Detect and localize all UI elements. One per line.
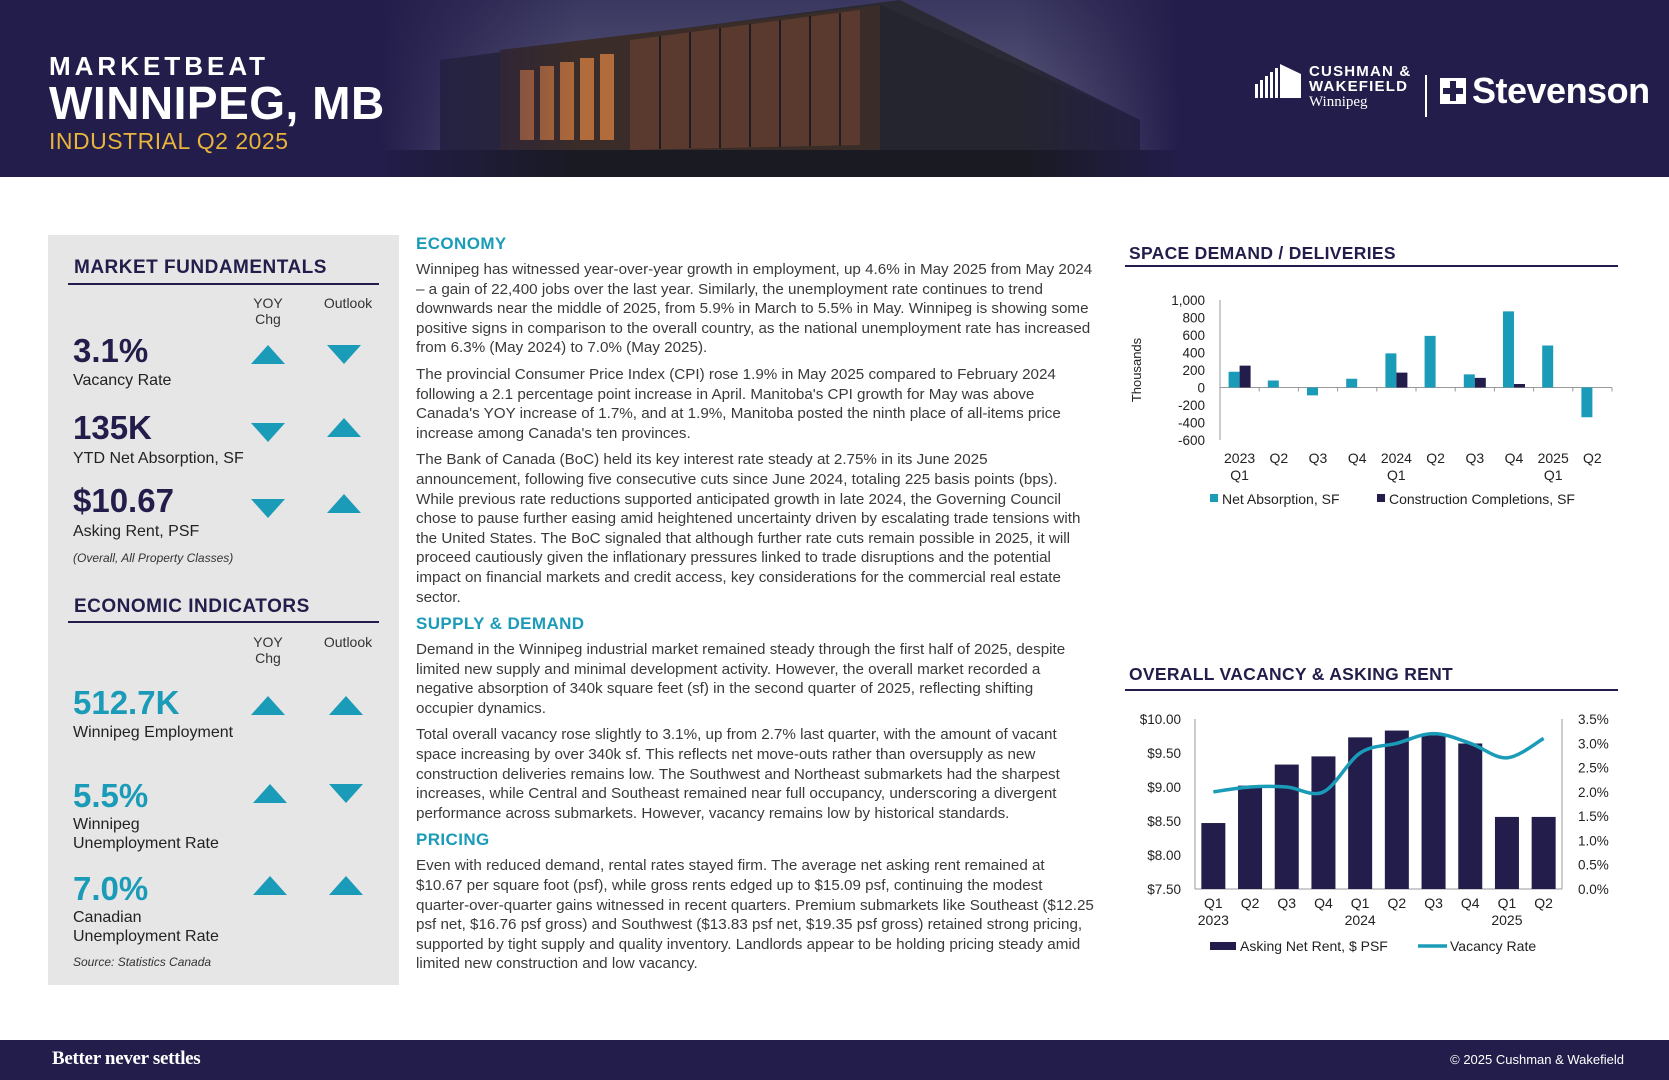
y-tick-label: 800 [1182,310,1205,326]
market-fundamentals-title: MARKET FUNDAMENTALS [74,257,327,278]
outlook-column-header: Outlook [323,295,373,311]
x-tick-label-year: Q1 [1230,467,1249,483]
supply-demand-paragraph: Total overall vacancy rose slightly to 3.1%, up from 2.7% last quarter, with the amount of vacant space increasing by over 340k sf. This reflects net move-outs rather than oversupply as new construction deliveries remains low. The Southwest and Northeast submarkets had the sharpest increases, while Central and Southeast remained near full occupancy, underscoring a divergent performance across submarkets. However, vacancy remains low by historical standards. [416,726,1060,822]
narrative-column [416,234,1094,981]
arrow-up-icon [327,494,361,513]
arrow-down-icon [327,345,361,364]
x-tick-label: Q2 [1583,450,1602,466]
bar-completions [1475,378,1486,388]
supply-demand-paragraph: Demand in the Winnipeg industrial market remained steady through the first half of 2025, despite limited new supply and minimal development activity. However, the overall market recorded a negative absorption of 340k square feet (sf) in the second quarter of 2025, reflecting shifting occupier dynamics. [416,641,1066,717]
arrow-up-icon [251,345,285,364]
cw-logo-sub: Winnipeg [1309,94,1368,110]
economy-paragraph: The provincial Consumer Price Index (CPI) rose 1.9% in May 2025 compared to February 2024 following a 2.1 percentage point increase in April. Manitoba's CPI growth for May was above Canada's YOY increase of 1.7%, and at 1.9%, Manitoba posted the ninth place of all-items price increase among Canada's ten provinces. [416,365,1061,442]
stevenson-cross-icon [1440,78,1466,104]
bar-net-absorption [1229,372,1240,388]
x-tick-label-year: 2025 [1491,912,1523,928]
y2-tick-label: 1.5% [1578,809,1609,825]
winnipeg-unemployment-value: 5.5% [73,777,149,814]
y-tick-label: $8.00 [1147,848,1181,863]
arrow-down-icon [251,423,285,442]
fundamentals-panel [48,235,399,985]
bar-completions [1240,366,1251,388]
cw-logo-line1: CUSHMAN & [1309,63,1412,80]
y2-tick-label: 3.5% [1578,712,1609,727]
bar-net-absorption [1346,379,1357,388]
x-tick-label: Q3 [1277,895,1297,911]
bar-net-absorption [1268,381,1279,388]
page-header [0,0,1669,177]
cw-logo-line2: WAKEFIELD [1309,78,1409,95]
y-tick-label: 200 [1182,363,1205,378]
x-tick-label: Q2 [1534,895,1553,911]
y2-tick-label: 3.0% [1578,736,1609,752]
cushman-wakefield-logo [1255,64,1411,111]
bar-net-absorption [1425,336,1436,388]
yoy-column-header: YOY Chg [253,295,283,327]
arrow-down-icon [251,499,285,518]
winnipeg-employment-value: 512.7K [73,684,180,721]
bar-asking-rent [1458,743,1482,889]
y-tick-label: $9.50 [1147,746,1181,761]
bar-completions [1514,384,1525,388]
section-rule [68,283,379,285]
yoy-column-header: YOY Chg [253,634,283,666]
y-tick-label: -600 [1177,433,1205,448]
vacancy-rent-chart [1125,700,1645,965]
x-tick-label: Q2 [1240,895,1260,911]
y-tick-label: -400 [1177,415,1205,431]
x-tick-label: Q3 [1308,450,1328,466]
bar-net-absorption [1503,311,1514,387]
report-series: MARKETBEAT [49,51,270,81]
chart-rule [1125,689,1618,691]
x-tick-label: 2023 [1224,450,1256,466]
stevenson-logo [1440,70,1650,112]
y2-tick-label: 0.5% [1578,857,1609,873]
x-tick-label: Q1 [1204,895,1223,911]
legend-label: Net Absorption, SF [1222,491,1340,507]
x-tick-label: Q2 [1269,450,1289,466]
vacancy-rate-label: Vacancy Rate [73,372,172,389]
bar-asking-rent [1532,817,1556,889]
arrow-up-icon [253,784,287,803]
outlook-column-header: Outlook [323,634,373,650]
x-tick-label: Q4 [1347,450,1367,466]
winnipeg-employment-label: Winnipeg Employment [73,724,234,741]
x-tick-label-year: 2023 [1197,912,1229,928]
x-tick-label: Q2 [1387,895,1407,911]
arrow-up-icon [251,696,285,715]
bar-asking-rent [1422,735,1446,889]
vacancy-rent-chart-title: OVERALL VACANCY & ASKING RENT [1129,664,1454,684]
y2-tick-label: 1.0% [1578,833,1609,849]
chart-rule [1125,265,1618,267]
footer-copyright: © 2025 Cushman & Wakefield [1450,1052,1624,1067]
vacancy-rate-line [1213,734,1543,794]
net-absorption-label: YTD Net Absorption, SF [73,450,244,467]
net-absorption-value: 135K [73,409,152,446]
arrow-down-icon [329,784,363,803]
x-tick-label-year: 2024 [1344,912,1376,928]
bar-asking-rent [1238,786,1262,889]
y2-tick-label: 2.0% [1578,784,1609,800]
market-name: WINNIPEG, MB [49,77,385,129]
x-tick-label: Q4 [1314,895,1333,911]
cw-building-icon [1255,64,1301,98]
economy-paragraph: The Bank of Canada (BoC) held its key interest rate steady at 2.75% in its June 2025 announcement, following five consecutive cuts since June 2024, totaling 225 basis points (bps). While previous rate reductions supported anticipated growth in late 2024, the Governing Council chose to pause further easing amid heightened uncertainty driven by escalating trade tensions with the United States. The BoC signaled that although further rate cuts remain possible in 2025, it will proceed cautiously given the inflationary pressures linked to trade disruptions and the potential impact on financial markets and credit access, key considerations for the commercial real estate sector. [416,451,1081,606]
y-axis-label: Thousands [1129,337,1144,403]
pricing-paragraph: Even with reduced demand, rental rates stayed firm. The average net asking rent remained at $10.67 per square foot (psf), while gross rents edged up to $15.09 psf, continuing the modest quarter-over-quarter gains witnessed in recent quarters. Premium submarkets like Southeast ($12.25 psf net, $16.76 psf gross) and Southwest ($13.83 psf net, $19.35 psf gross) retained strong pricing, supported by tight supply and quality inventory. Landlords appear to be holding pricing steady amid limited new construction and low vacancy. [416,857,1094,973]
legend-swatch-net-absorption [1210,494,1218,502]
y-tick-label: 0 [1197,380,1205,396]
winnipeg-unemployment-label: Winnipeg Unemployment Rate [73,816,219,852]
supply-demand-heading: SUPPLY & DEMAND [416,614,585,634]
bar-asking-rent [1385,731,1409,889]
pricing-heading: PRICING [416,830,490,850]
x-tick-label-year: Q1 [1387,467,1406,483]
footer-tagline: Better never settles [52,1048,201,1069]
section-rule [68,621,379,623]
bar-asking-rent [1311,756,1335,889]
space-demand-chart [1125,280,1645,520]
legend-label: Asking Net Rent, $ PSF [1240,938,1388,954]
x-tick-label: Q4 [1460,895,1480,911]
fundamentals-note: (Overall, All Property Classes) [73,551,234,565]
x-tick-label: 2025 [1537,450,1569,466]
bar-completions [1396,373,1407,388]
bar-asking-rent [1495,817,1519,889]
legend-label: Construction Completions, SF [1389,491,1575,507]
x-tick-label: Q3 [1465,450,1485,466]
header-photo-warehouse [380,0,1180,177]
arrow-up-icon [253,876,287,895]
bar-net-absorption [1307,388,1318,396]
y2-tick-label: 0.0% [1578,882,1609,897]
stevenson-wordmark: Stevenson [1472,70,1650,111]
canadian-unemployment-value: 7.0% [73,870,149,907]
y-tick-label: $7.50 [1147,882,1181,897]
legend-swatch-completions [1377,494,1385,502]
x-tick-label: 2024 [1380,450,1412,466]
x-tick-label: Q3 [1424,895,1443,911]
report-subtitle: INDUSTRIAL Q2 2025 [49,128,289,154]
bar-asking-rent [1275,765,1299,889]
y-tick-label: $9.00 [1147,780,1181,795]
header-title-block [49,52,385,156]
arrow-up-icon [329,876,363,895]
arrow-up-icon [327,418,361,437]
x-tick-label: Q4 [1504,450,1524,466]
indicators-source: Source: Statistics Canada [73,955,212,969]
canadian-unemployment-label: Canadian Unemployment Rate [73,909,219,945]
x-tick-label: Q1 [1497,895,1517,911]
bar-asking-rent [1201,823,1225,889]
bar-net-absorption [1464,374,1475,387]
warehouse-illustration [380,0,1180,177]
asking-rent-value: $10.67 [73,482,174,519]
y-tick-label: $10.00 [1139,712,1181,727]
x-tick-label: Q1 [1350,895,1370,911]
legend-label: Vacancy Rate [1450,938,1537,954]
bar-net-absorption [1542,346,1553,388]
bar-net-absorption [1581,388,1592,418]
arrow-up-icon [329,696,363,715]
page-footer [0,1040,1669,1080]
legend-swatch-asking-rent [1210,942,1236,950]
y-tick-label: -200 [1177,398,1205,413]
x-tick-label-year: Q1 [1543,467,1563,483]
y-tick-label: 1,000 [1171,293,1205,308]
economy-heading: ECONOMY [416,234,507,253]
economic-indicators-title: ECONOMIC INDICATORS [74,596,310,617]
y-tick-label: 600 [1182,328,1205,343]
asking-rent-label: Asking Rent, PSF [73,523,200,540]
bar-net-absorption [1385,353,1396,387]
y2-tick-label: 2.5% [1578,760,1609,776]
vacancy-rate-value: 3.1% [73,332,149,369]
y-tick-label: 400 [1182,345,1205,361]
logo-divider [1425,75,1427,117]
y-tick-label: $8.50 [1147,814,1181,829]
economy-paragraph: Winnipeg has witnessed year-over-year growth in employment, up 4.6% in May 2025 from May 2024 – a gain of 22,400 jobs over the last year. Similarly, the unemployment rate continues to trend downwards near the middle of 2025, from 5.9% in March to 5.5% in May. Winnipeg is showing some positive signs in comparison to the overall country, as the national unemployment rate has increased from 6.3% (May 2024) to 7.0% (May 2025). [416,261,1093,357]
space-demand-chart-title: SPACE DEMAND / DELIVERIES [1129,243,1396,263]
x-tick-label: Q2 [1426,450,1445,466]
